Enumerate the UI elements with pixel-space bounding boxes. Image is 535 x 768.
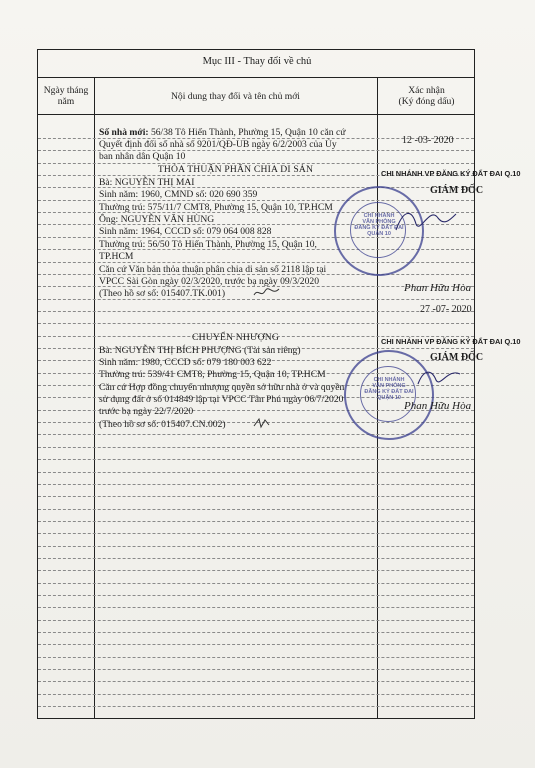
- ruled-line: [38, 496, 474, 497]
- ruled-line: [38, 459, 474, 460]
- content-column-header: Nội dung thay đổi và tên chủ mới: [171, 91, 300, 102]
- ruled-line: [38, 311, 474, 312]
- ruled-line: [38, 558, 474, 559]
- owner2-city: TP.HCM: [99, 251, 134, 262]
- ruled-line: [38, 632, 474, 633]
- entry1-line: ban nhân dân Quận 10: [99, 151, 186, 162]
- entry2-line: Thường trú: 539/41 CMT8, Phường 15, Quận 10, TP.HCM: [99, 369, 326, 380]
- ruled-line: [38, 694, 474, 695]
- ruled-line: [38, 509, 474, 510]
- confirm2-date: 27 -07- 2020: [420, 304, 472, 315]
- entry2-line: sử dụng đất ở số 014849 lập tại VPCC Tân Phú ngày 06/7/2020: [99, 394, 344, 405]
- entry2-initial-mark: [252, 416, 272, 430]
- new-address-label: Số nhà mới:: [99, 127, 149, 138]
- entry1-file-number: (Theo hồ sơ số: 015407.TK.001): [99, 288, 226, 299]
- confirm1-signature: [390, 200, 460, 240]
- ruled-line: [38, 484, 474, 485]
- ruled-line: [38, 472, 474, 473]
- ruled-line: [38, 533, 474, 534]
- ruled-line: [38, 595, 474, 596]
- entry2-line: trước bạ ngày 22/7/2020: [99, 406, 194, 417]
- owner1-name: Bà: NGUYỄN THỊ MAI: [99, 177, 195, 188]
- ruled-line: [38, 644, 474, 645]
- header-divider: [38, 114, 474, 115]
- ruled-line: [38, 681, 474, 682]
- ruled-line: [38, 583, 474, 584]
- ruled-line: [38, 323, 474, 324]
- change-of-owner-table: [37, 49, 521, 719]
- confirm2-signature: [414, 362, 464, 392]
- stamp2-text: CHI NHÁNH VĂN PHÒNG ĐĂNG KÝ ĐẤT ĐAI QUẬN 10: [364, 377, 414, 401]
- entry1-line: 56/38 Tô Hiến Thành, Phường 15, Quận 10 căn cứ: [148, 127, 346, 138]
- title-divider: [38, 77, 474, 78]
- stamp1-text: CHI NHÁNH VĂN PHÒNG ĐĂNG KÝ ĐẤT ĐAI QUẬN 10: [354, 213, 404, 237]
- date-column-header-line2: năm: [57, 96, 75, 107]
- entry1-heading: THỎA THUẬN PHÂN CHIA DI SẢN: [157, 164, 314, 175]
- ruled-line: [38, 570, 474, 571]
- entry2-heading: CHUYỂN NHƯỢNG: [191, 332, 280, 343]
- confirm1-signer: Phan Hữu Hòa: [404, 282, 472, 294]
- confirm2-signer: Phan Hữu Hòa: [404, 400, 472, 412]
- ruled-line: [38, 669, 474, 670]
- ruled-line: [38, 657, 474, 658]
- confirm2-title: GIÁM ĐỐC: [430, 352, 484, 363]
- confirm1-date: 12 -03- 2020: [402, 135, 454, 146]
- ruled-line: [38, 521, 474, 522]
- owner2-birth: Sinh năm: 1964, CCCD số: 079 064 008 828: [99, 226, 272, 237]
- date-column-header-line1: Ngày tháng: [43, 85, 89, 96]
- ruled-line: [38, 620, 474, 621]
- confirm-column-header-line1: Xác nhận: [408, 85, 445, 96]
- confirm1-title: GIÁM ĐỐC: [430, 185, 484, 196]
- owner2-address: Thường trú: 56/50 Tô Hiến Thành, Phường 15, Quận 10,: [99, 239, 317, 250]
- entry1-initial-mark: [252, 286, 282, 300]
- ruled-line: [38, 546, 474, 547]
- entry2-line: Căn cứ Hợp đồng chuyển nhượng quyền sở hữu nhà ở và quyền: [99, 382, 345, 393]
- entry1-basis: Căn cứ Văn bản thỏa thuận phân chia di sản số 2118 lập tại: [99, 264, 327, 275]
- entry2-line: Sinh năm: 1980, CCCD số: 079 180 003 622: [99, 357, 272, 368]
- ruled-line: [38, 447, 474, 448]
- entry2-file-number: (Theo hồ sơ số: 015407.CN.002): [99, 419, 226, 430]
- confirm1-org: CHI NHÁNH VP ĐĂNG KÝ ĐẤT ĐAI Q.10: [381, 169, 521, 178]
- entry2-line: Bà: NGUYỄN THỊ BÍCH PHƯỢNG (Tài sản riêng): [99, 345, 301, 356]
- confirm-column-header-line2: (Ký đóng dấu): [398, 96, 455, 107]
- entry1-basis: VPCC Sài Gòn ngày 02/3/2020, trước bạ ngày 09/3/2020: [99, 276, 319, 287]
- owner1-birth: Sinh năm: 1960, CMND số: 020 690 359: [99, 189, 258, 200]
- confirm2-org: CHI NHÁNH VP ĐĂNG KÝ ĐẤT ĐAI Q.10: [381, 337, 521, 346]
- section-title: Mục III - Thay đổi về chủ: [202, 56, 312, 67]
- ruled-line: [38, 706, 474, 707]
- entry1-line: Quyết định đổi số nhà số 9201/QĐ-UB ngày 6/2/2003 của Ủy: [99, 139, 337, 150]
- owner1-address: Thường trú: 575/11/7 CMT8, Phường 15, Quận 10, TP.HCM: [99, 202, 333, 213]
- ruled-line: [38, 607, 474, 608]
- owner2-name: Ông: NGUYỄN VĂN HÙNG: [99, 214, 215, 225]
